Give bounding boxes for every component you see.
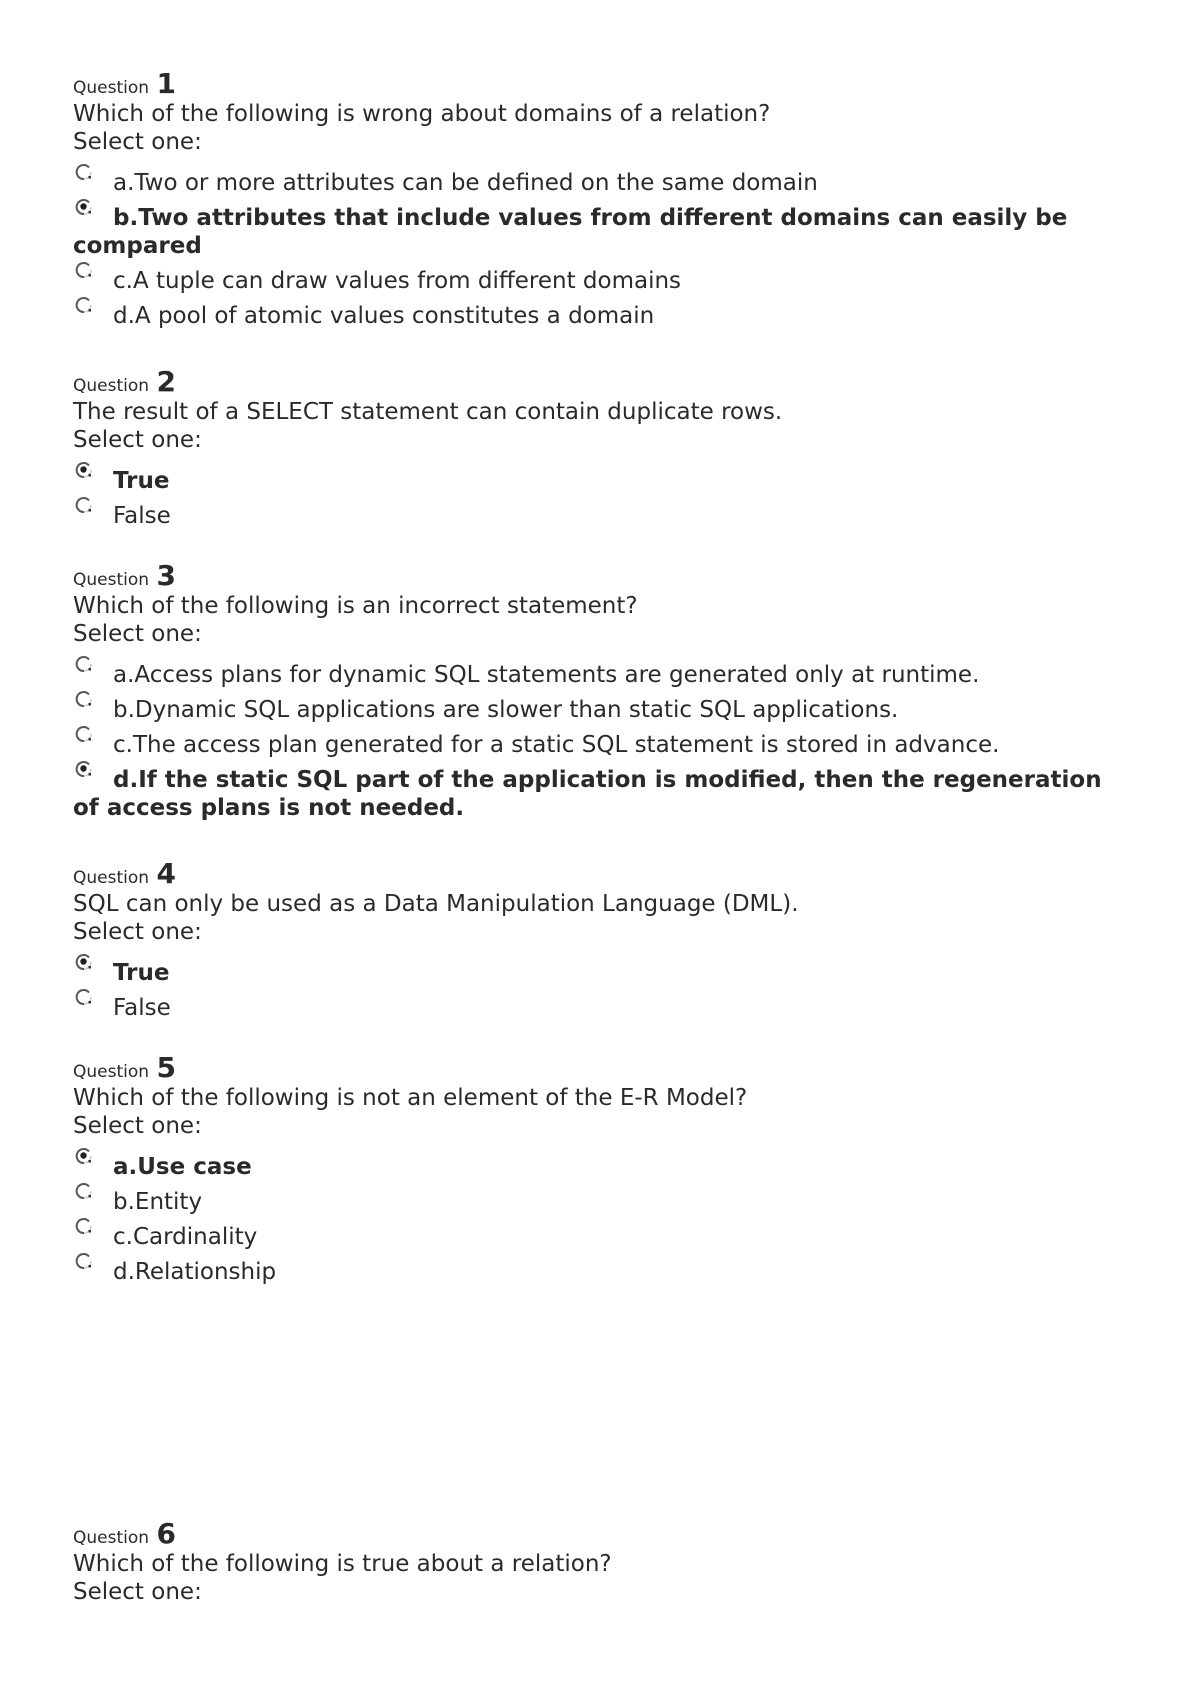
radio-unchecked-icon[interactable] xyxy=(75,725,93,743)
radio-mark xyxy=(89,1195,92,1198)
option-label: a.Access plans for dynamic SQL statements are generated only at runtime. xyxy=(113,662,980,688)
radio-mark xyxy=(89,668,92,671)
select-one-prompt: Select one: xyxy=(73,129,202,155)
answer-option-b[interactable] xyxy=(73,690,1133,724)
radio-mark xyxy=(89,1265,92,1268)
radio-mark xyxy=(89,309,92,312)
radio-mark xyxy=(89,966,92,969)
radio-mark xyxy=(89,703,92,706)
question-heading xyxy=(73,67,1133,100)
radio-dot xyxy=(80,203,86,209)
radio-dot xyxy=(80,466,86,472)
radio-unchecked-icon[interactable] xyxy=(75,296,93,314)
select-one-prompt: Select one: xyxy=(73,919,202,945)
question-number: 1 xyxy=(156,67,176,100)
radio-ring xyxy=(77,692,89,706)
question-text: SQL can only be used as a Data Manipulation Language (DML). xyxy=(73,891,799,917)
option-label: c.The access plan generated for a static SQL statement is stored in advance. xyxy=(113,732,1000,758)
option-label: False xyxy=(113,995,171,1021)
radio-dot xyxy=(80,958,86,964)
question-label: Question xyxy=(73,1062,150,1082)
select-one-prompt: Select one: xyxy=(73,621,202,647)
radio-checked-icon[interactable] xyxy=(75,953,93,971)
answer-option-false[interactable] xyxy=(73,988,1133,1022)
answer-option-b[interactable] xyxy=(73,1182,1133,1216)
answer-option-d[interactable] xyxy=(73,296,1133,330)
question-label: Question xyxy=(73,78,150,98)
answer-option-a[interactable] xyxy=(73,655,1133,689)
radio-checked-icon[interactable] xyxy=(75,461,93,479)
select-one-prompt: Select one: xyxy=(73,1113,202,1139)
question-text: Which of the following is not an element of the E-R Model? xyxy=(73,1085,748,1111)
option-label: c.A tuple can draw values from different domains xyxy=(113,268,682,294)
question-heading xyxy=(73,365,1133,398)
radio-unchecked-icon[interactable] xyxy=(75,655,93,673)
question-4 xyxy=(73,857,1133,1023)
option-label: b.Entity xyxy=(113,1189,203,1215)
option-label: True xyxy=(113,960,170,986)
answer-option-a[interactable] xyxy=(73,1147,1133,1181)
radio-ring xyxy=(77,1219,89,1233)
answer-option-c[interactable] xyxy=(73,725,1133,759)
radio-mark xyxy=(89,1230,92,1233)
radio-mark xyxy=(89,738,92,741)
radio-checked-icon[interactable] xyxy=(75,198,93,216)
option-label: d.Relationship xyxy=(113,1259,277,1285)
question-label: Question xyxy=(73,570,150,590)
option-label: d.A pool of atomic values constitutes a domain xyxy=(113,303,655,329)
question-heading xyxy=(73,1517,1133,1550)
option-label: d.If the static SQL part of the application is modified, then the regeneration of access plans is not needed. xyxy=(73,767,1102,821)
radio-mark xyxy=(89,274,92,277)
radio-unchecked-icon[interactable] xyxy=(75,988,93,1006)
radio-unchecked-icon[interactable] xyxy=(75,496,93,514)
radio-ring xyxy=(77,298,89,312)
answer-option-true[interactable] xyxy=(73,953,1133,987)
question-2 xyxy=(73,365,1133,531)
radio-unchecked-icon[interactable] xyxy=(75,1182,93,1200)
question-label: Question xyxy=(73,1528,150,1548)
answer-option-true[interactable] xyxy=(73,461,1133,495)
question-number: 5 xyxy=(156,1051,176,1084)
answer-option-false[interactable] xyxy=(73,496,1133,530)
question-text: The result of a SELECT statement can contain duplicate rows. xyxy=(73,399,783,425)
radio-ring xyxy=(77,727,89,741)
answer-option-c[interactable] xyxy=(73,1217,1133,1251)
radio-ring xyxy=(77,1254,89,1268)
question-number: 4 xyxy=(156,857,176,890)
radio-ring xyxy=(77,263,89,277)
radio-ring xyxy=(77,498,89,512)
radio-mark xyxy=(89,211,92,214)
question-number: 3 xyxy=(156,559,176,592)
answer-option-b[interactable] xyxy=(73,198,1133,260)
radio-checked-icon[interactable] xyxy=(75,760,93,778)
option-label: True xyxy=(113,468,170,494)
question-6 xyxy=(73,1517,1133,1613)
question-number: 6 xyxy=(156,1517,176,1550)
question-heading xyxy=(73,559,1133,592)
option-label: a.Two or more attributes can be defined on the same domain xyxy=(113,170,818,196)
radio-ring xyxy=(77,657,89,671)
option-label: c.Cardinality xyxy=(113,1224,258,1250)
select-one-prompt: Select one: xyxy=(73,427,202,453)
radio-mark xyxy=(89,773,92,776)
radio-ring xyxy=(77,990,89,1004)
question-heading xyxy=(73,857,1133,890)
question-text: Which of the following is true about a relation? xyxy=(73,1551,612,1577)
radio-ring xyxy=(77,1184,89,1198)
option-label: b.Dynamic SQL applications are slower than static SQL applications. xyxy=(113,697,899,723)
question-label: Question xyxy=(73,376,150,396)
radio-dot xyxy=(80,1152,86,1158)
question-text: Which of the following is an incorrect statement? xyxy=(73,593,638,619)
radio-unchecked-icon[interactable] xyxy=(75,690,93,708)
radio-dot xyxy=(80,765,86,771)
answer-option-a[interactable] xyxy=(73,163,1133,197)
radio-mark xyxy=(89,1160,92,1163)
radio-checked-icon[interactable] xyxy=(75,1147,93,1165)
option-label: False xyxy=(113,503,171,529)
question-heading xyxy=(73,1051,1133,1084)
question-text: Which of the following is wrong about domains of a relation? xyxy=(73,101,771,127)
radio-mark xyxy=(89,1001,92,1004)
answer-option-d[interactable] xyxy=(73,1252,1133,1286)
radio-mark xyxy=(89,176,92,179)
question-5 xyxy=(73,1051,1133,1287)
answer-option-c[interactable] xyxy=(73,261,1133,295)
answer-option-d[interactable] xyxy=(73,760,1133,822)
question-number: 2 xyxy=(156,365,176,398)
select-one-prompt: Select one: xyxy=(73,1579,202,1605)
radio-unchecked-icon[interactable] xyxy=(75,1252,93,1270)
radio-mark xyxy=(89,509,92,512)
question-label: Question xyxy=(73,868,150,888)
question-1 xyxy=(73,67,1133,331)
radio-unchecked-icon[interactable] xyxy=(75,163,93,181)
option-label: a.Use case xyxy=(113,1154,252,1180)
radio-mark xyxy=(89,474,92,477)
radio-unchecked-icon[interactable] xyxy=(75,261,93,279)
radio-unchecked-icon[interactable] xyxy=(75,1217,93,1235)
option-label: b.Two attributes that include values from different domains can easily be compared xyxy=(73,205,1068,259)
question-3 xyxy=(73,559,1133,823)
radio-ring xyxy=(77,165,89,179)
